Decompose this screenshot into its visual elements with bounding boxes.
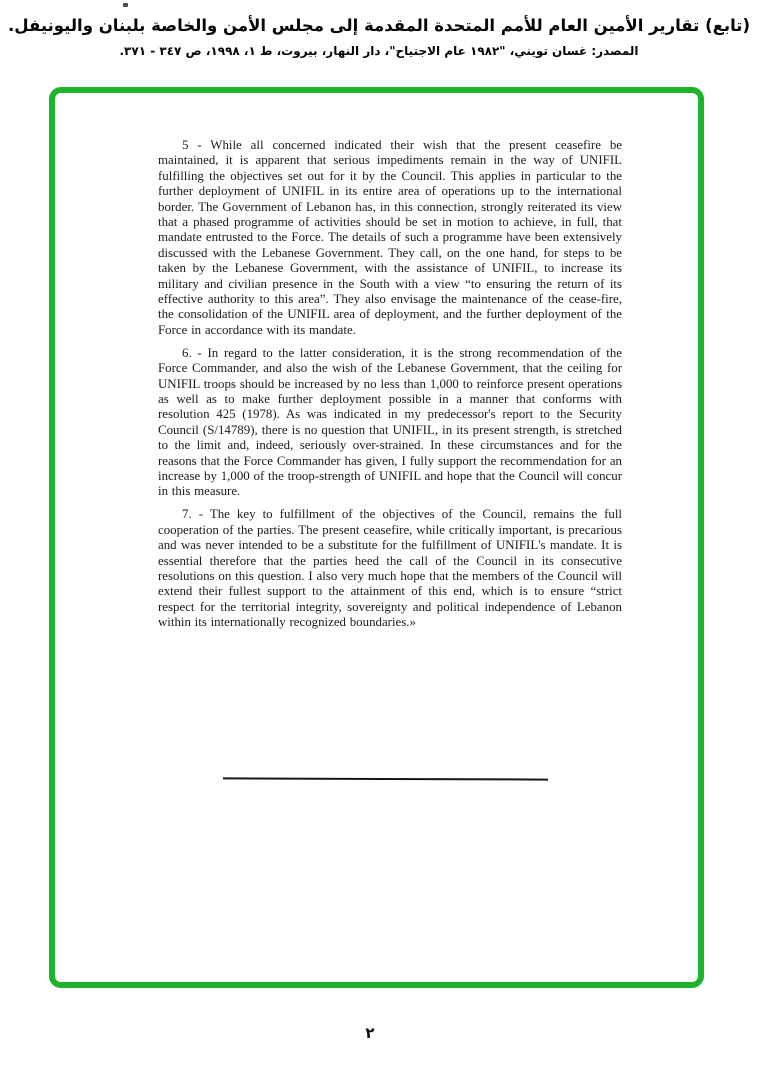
document-body bbox=[158, 138, 622, 638]
paragraph-6: 6. - In regard to the latter consideration, it is the strong recommendation of the Force Commander, and also the wish of the Lebanese Government, that the ceiling for UNIFIL troops should be increased by no less than 1,000 to reinforce present operations as well as to make further deployment possible in a manner that conforms with resolution 425 (1978). As was indicated in my predecessor's report to the Security Council (S/14789), there is no question that UNIFIL, in its present strength, is stretched to the limit and, indeed, seriously over-strained. In these circumstances and for the reasons that the Force Commander has given, I fully support the recommendation for an increase by 1,000 of the troop-strength of UNIFIL and hope that the Council will concur in this measure. bbox=[158, 345, 622, 499]
paragraph-5: 5 - While all concerned indicated their wish that the present ceasefire be maintained, it is apparent that serious impediments remain in the way of UNIFIL fulfilling the objectives set out for it by the Council. This applies in particular to the further deployment of UNIFIL in its entire area of operations up to the international border. The Government of Lebanon has, in this connection, strongly reiterated its view that a phased programme of activities should be set in motion to achieve, in full, that mandate entrusted to the Force. The details of such a programme have been extensively discussed with the Lebanese Government. They call, on the one hand, for steps to be taken by the Lebanese Government, with the assistance of UNIFIL, to increase its military and civilian presence in the South with a view “to ensuring the return of its effective authority to this area”. They also envisage the maintenance of the cease-fire, the consolidation of the UNIFIL area of deployment, and the further deployment of the Force in accordance with its mandate. bbox=[158, 138, 622, 337]
scan-artifact-dot bbox=[123, 3, 128, 7]
page-number: ٢ bbox=[365, 1024, 375, 1042]
arabic-header bbox=[0, 14, 758, 60]
paragraph-7: 7. - The key to fulfillment of the objectives of the Council, remains the full cooperation of the parties. The present ceasefire, while critically important, is precarious and was never intended to be a substitute for the fulfillment of UNIFIL's mandate. It is essential therefore that the parties heed the call of the Council in its consecutive resolutions on this question. I also very much hope that the members of the Council will extend their fullest support to the attainment of this end, which is to ensure “strict respect for the territorial integrity, sovereignty and political independence of Lebanon within its internationally recognized boundaries.» bbox=[158, 507, 622, 630]
header-title-line: (تابع) تقارير الأمين العام للأمم المتحدة المقدمة إلى مجلس الأمن والخاصة بلبنان واليونيفل. bbox=[7, 16, 751, 35]
header-source-line: المصدر: غسان تويني، "١٩٨٢ عام الاجتياح"، دار النهار، بيروت، ط ١، ١٩٩٨، ص ٣٤٧ - ٣٧١. bbox=[119, 44, 639, 58]
